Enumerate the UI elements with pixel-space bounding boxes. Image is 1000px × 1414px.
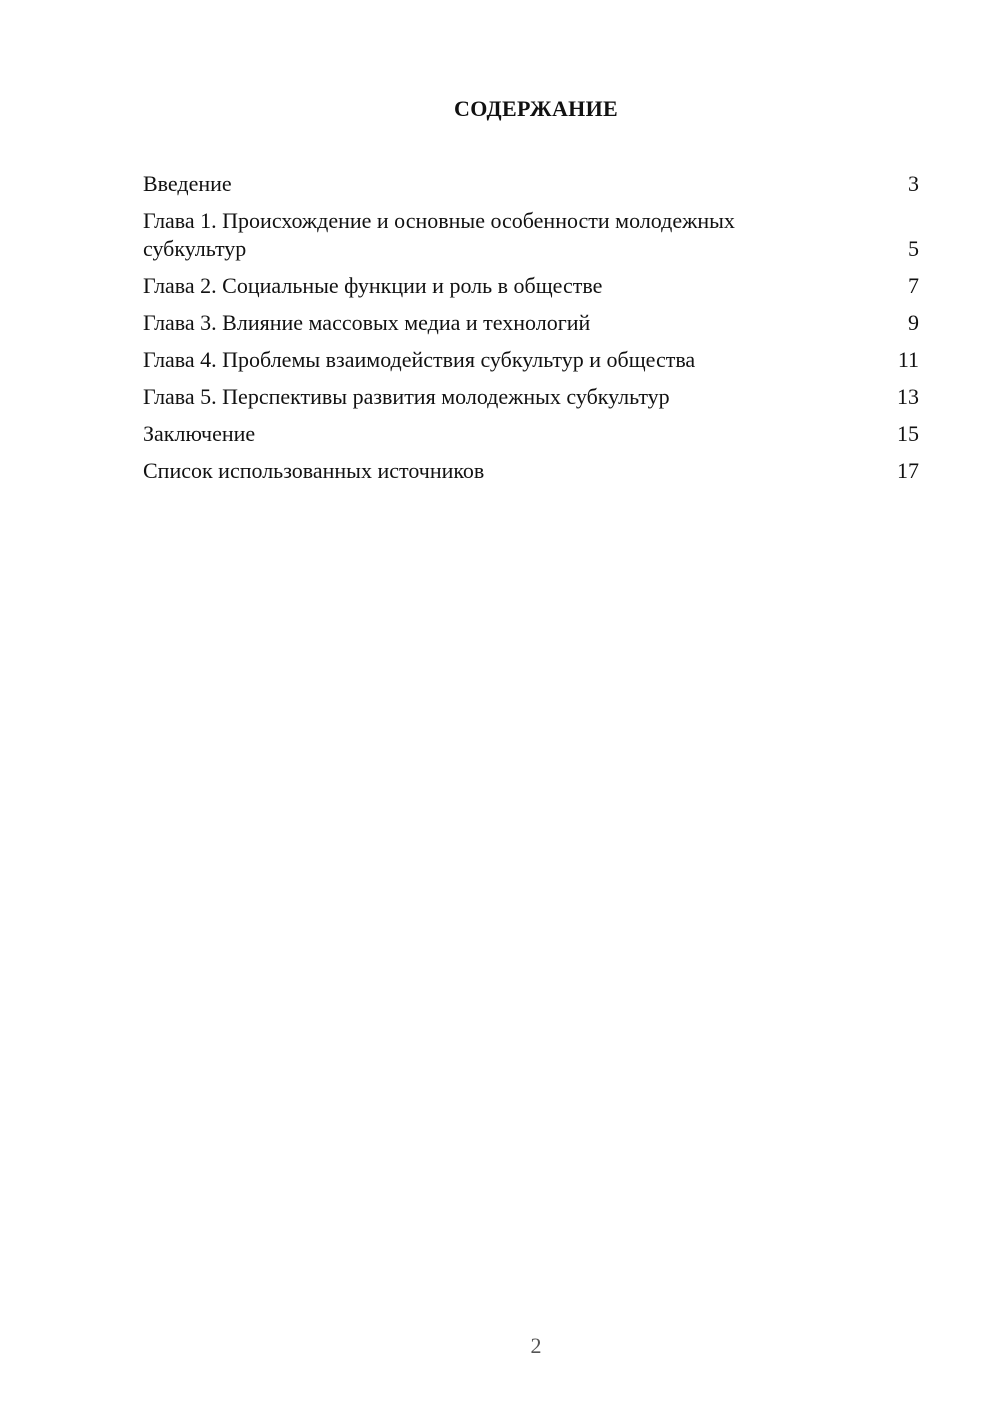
table-of-contents	[143, 170, 919, 494]
toc-entry-page: 9	[908, 310, 919, 335]
toc-entry	[143, 457, 919, 485]
toc-entry-page: 17	[897, 458, 919, 483]
toc-entry-title: Глава 4. Проблемы взаимодействия субкультур и общества	[143, 347, 696, 372]
toc-entry	[143, 309, 919, 337]
toc-entry	[143, 170, 919, 198]
toc-entry	[143, 272, 919, 300]
toc-entry-title: Глава 5. Перспективы развития молодежных субкультур	[143, 384, 670, 409]
toc-entry-page: 3	[908, 171, 919, 196]
toc-entry-page: 11	[897, 347, 919, 372]
page-number: 2	[530, 1333, 542, 1358]
toc-entry-page: 7	[908, 273, 919, 298]
toc-entry-title: Глава 3. Влияние массовых медиа и технологий	[143, 310, 591, 335]
toc-entry-title: Глава 2. Социальные функции и роль в обществе	[143, 273, 603, 298]
toc-entry-page: 13	[897, 384, 919, 409]
page-title: СОДЕРЖАНИЕ	[454, 96, 618, 121]
toc-entry-page: 5	[908, 236, 919, 261]
toc-entry-title: Заключение	[143, 421, 256, 446]
toc-entry	[143, 207, 919, 263]
toc-entry	[143, 346, 919, 374]
toc-entry	[143, 420, 919, 448]
toc-entry	[143, 383, 919, 411]
toc-entry-title: Введение	[143, 171, 232, 196]
toc-entry-title: Список использованных источников	[143, 458, 485, 483]
toc-entry-title: Глава 1. Происхождение и основные особенности молодежных субкультур	[143, 208, 735, 261]
toc-entry-page: 15	[897, 421, 919, 446]
